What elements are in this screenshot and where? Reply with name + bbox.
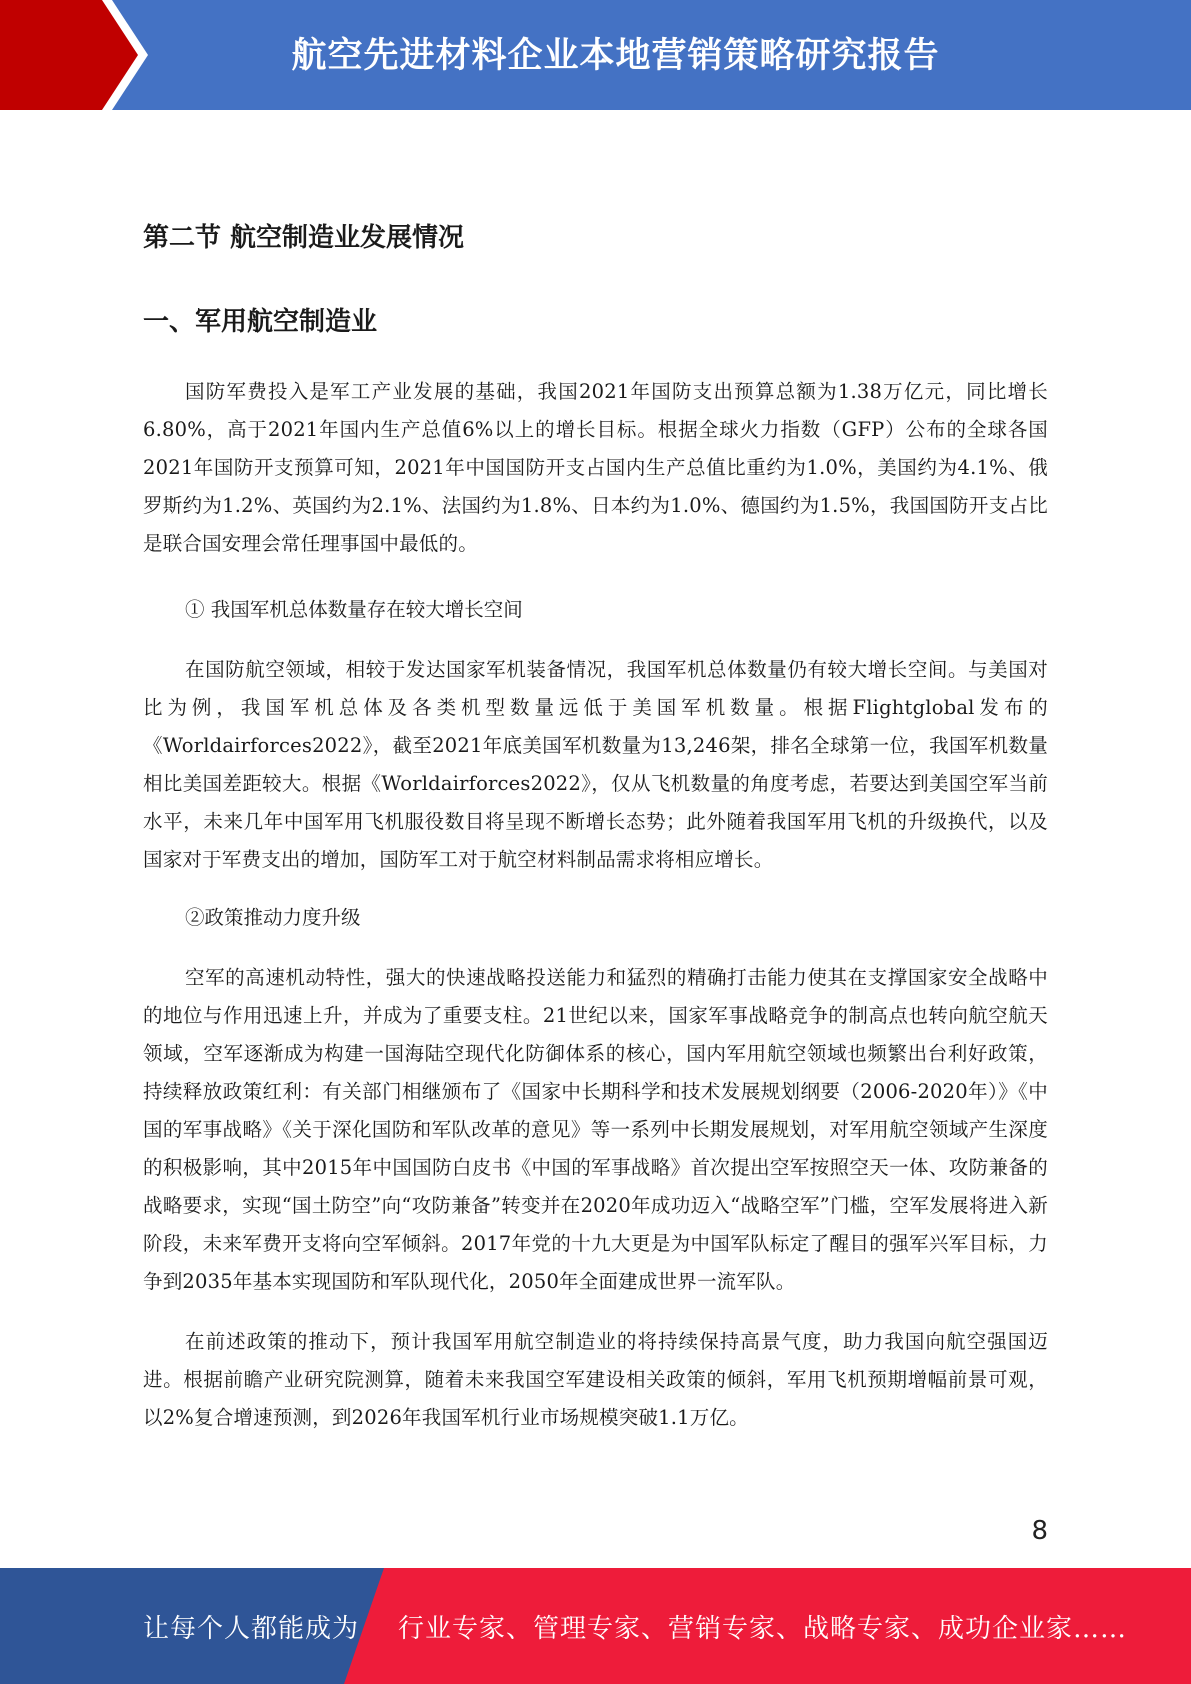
paragraph-aircraft-count: 在国防航空领域，相较于发达国家军机装备情况，我国军机总体数量仍有较大增长空间。与美国对比为例，我国军机总体及各类机型数量远低于美国军机数量。根据Flightglobal发布的《Worldairforces2022》，截至2021年底美国军机数量为13,246架，排名全球第一位，我国军机数量相比美国差距较大。根据《Worldairforces2022》，仅从飞机数量的角度考虑，若要达到美国空军当前水平，未来几年中国军用飞机服役数目将呈现不断增长态势；此外随着我国军用飞机的升级换代，以及国家对于军费支出的增加，国防军工对于航空材料制品需求将相应增长。 [143, 658, 1048, 871]
section-title: 第二节 航空制造业发展情况 [143, 223, 465, 253]
header-arrow-decoration [0, 0, 160, 110]
paragraph-market-forecast: 在前述政策的推动下，预计我国军用航空制造业的将持续保持高景气度，助力我国向航空强国迈进。根据前瞻产业研究院测算，随着未来我国空军建设相关政策的倾斜，军用飞机预期增幅前景可观，以2%复合增速预测，到2026年我国军机行业市场规模突破1.1万亿。 [143, 1330, 1048, 1429]
paragraph-defense-budget: 国防军费投入是军工产业发展的基础，我国2021年国防支出预算总额为1.38万亿元，同比增长6.80%，高于2021年国内生产总值6%以上的增长目标。根据全球火力指数（GFP）公布的全球各国2021年国防开支预算可知，2021年中国国防开支占国内生产总值比重约为1.0%，美国约为4.1%、俄罗斯约为1.2%、英国约为2.1%、法国约为1.8%、日本约为1.0%、德国约为1.5%，我国国防开支占比是联合国安理会常任理事国中最低的。 [143, 380, 1048, 555]
paragraph-policy: 空军的高速机动特性，强大的快速战略投送能力和猛烈的精确打击能力使其在支撑国家安全战略中的地位与作用迅速上升，并成为了重要支柱。21世纪以来，国家军事战略竞争的制高点也转向航空航天领域，空军逐渐成为构建一国海陆空现代化防御体系的核心，国内军用航空领域也频繁出台利好政策，持续释放政策红利：有关部门相继颁布了《国家中长期科学和技术发展规划纲要（2006-2020年）》《中国的军事战略》《关于深化国防和军队改革的意见》等一系列中长期发展规划，对军用航空领域产生深度的积极影响，其中2015年中国国防白皮书《中国的军事战略》首次提出空军按照空天一体、攻防兼备的战略要求，实现“国土防空”向“攻防兼备”转变并在2020年成功迈入“战略空军”门槛，空军发展将进入新阶段，未来军费开支将向空军倾斜。2017年党的十九大更是为中国军队标定了醒目的强军兴军目标，力争到2035年基本实现国防和军队现代化，2050年全面建成世界一流军队。 [143, 966, 1048, 1293]
report-title: 航空先进材料企业本地营销策略研究报告 [291, 36, 940, 76]
page-header [0, 0, 1191, 110]
subsection-title: 一、军用航空制造业 [143, 307, 378, 337]
footer-slogan-left: 让每个人都能成为 [143, 1613, 360, 1644]
list-item-policy: ②政策推动力度升级 [185, 906, 361, 929]
page-content [143, 215, 1048, 1437]
footer-slogan-right: 行业专家、管理专家、营销专家、战略专家、成功企业家…… [398, 1613, 1128, 1644]
page-number: 8 [1031, 1516, 1048, 1546]
list-item-aircraft-growth: ① 我国军机总体数量存在较大增长空间 [185, 598, 523, 621]
page-footer [0, 1568, 1191, 1684]
